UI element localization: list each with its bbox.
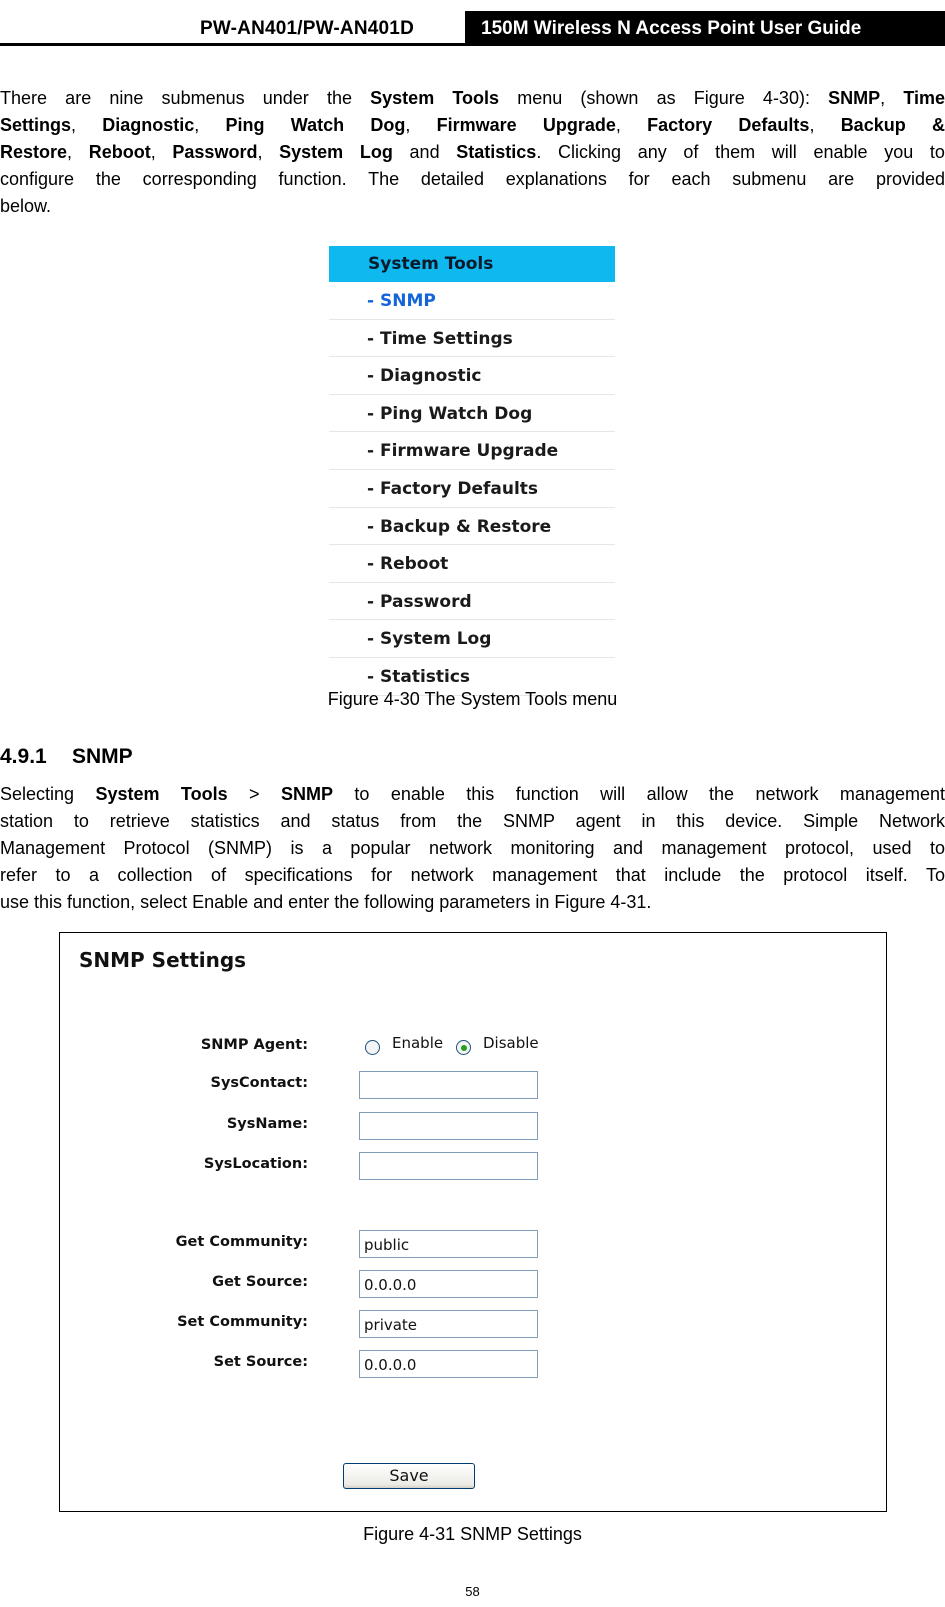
snmp-intro-text-run: Selecting xyxy=(0,784,96,804)
snmp-field-label: Set Source: xyxy=(213,1354,308,1370)
snmp-intro-text-run: use this function, select Enable and enter the following parameters in Figure 4-31. xyxy=(0,892,652,912)
intro-text-run: Diagnostic xyxy=(102,115,195,135)
intro-text-run: , xyxy=(67,142,89,162)
snmp-field-input[interactable] xyxy=(359,1071,538,1099)
menu-item[interactable]: - Password xyxy=(329,583,615,621)
snmp-field-input[interactable]: private xyxy=(359,1310,538,1338)
snmp-field-label: Get Community: xyxy=(175,1234,308,1250)
snmp-intro-paragraph xyxy=(0,781,945,916)
intro-text-run: System Tools xyxy=(370,88,500,108)
intro-text-run: , xyxy=(880,88,904,108)
section-title: SNMP xyxy=(72,745,133,768)
header-model: PW-AN401/PW-AN401D xyxy=(200,18,414,39)
intro-line xyxy=(0,112,945,139)
snmp-field-input[interactable]: 0.0.0.0 xyxy=(359,1350,538,1378)
intro-paragraph xyxy=(0,85,945,220)
intro-text-run: , xyxy=(150,142,173,162)
intro-text-run: Reboot xyxy=(88,142,151,162)
menu-item[interactable]: - System Log xyxy=(329,620,615,658)
figure-4-31-caption: Figure 4-31 SNMP Settings xyxy=(363,1524,582,1544)
intro-text-run: There are nine submenus under the xyxy=(0,88,371,108)
intro-text-run: , xyxy=(257,142,280,162)
intro-text-run: Settings xyxy=(0,115,72,135)
menu-item[interactable]: - Reboot xyxy=(329,545,615,583)
snmp-intro-line xyxy=(0,835,945,862)
save-button[interactable]: Save xyxy=(343,1463,475,1489)
snmp-agent-enable-label: Enable xyxy=(392,1034,444,1052)
snmp-intro-line xyxy=(0,808,945,835)
intro-text-run: menu (shown as Figure 4-30): xyxy=(499,88,829,108)
intro-text-run: below. xyxy=(0,196,52,216)
intro-text-run: , xyxy=(615,115,648,135)
snmp-intro-text-run: System Tools xyxy=(95,784,228,804)
intro-text-run: , xyxy=(71,115,103,135)
intro-line xyxy=(0,139,945,166)
snmp-intro-text-run: refer to a collection of specifications for network management that include the protocol itself. To xyxy=(0,865,945,885)
snmp-field-input[interactable] xyxy=(359,1112,538,1140)
snmp-settings-title: SNMP Settings xyxy=(79,948,247,972)
snmp-intro-text-run: SNMP xyxy=(280,784,333,804)
menu-item[interactable]: - Diagnostic xyxy=(329,357,615,395)
header-rule xyxy=(0,43,945,46)
system-tools-menu xyxy=(329,246,615,696)
snmp-intro-text-run: Management Protocol (SNMP) is a popular network monitoring and management protocol, used to xyxy=(0,838,945,858)
snmp-agent-enable-radio[interactable] xyxy=(365,1040,380,1055)
snmp-intro-text-run: > xyxy=(227,784,281,804)
intro-text-run: Statistics xyxy=(456,142,537,162)
menu-item[interactable]: - Factory Defaults xyxy=(329,470,615,508)
intro-text-run: Backup & xyxy=(840,115,945,135)
section-heading xyxy=(0,745,133,769)
snmp-agent-disable-radio[interactable] xyxy=(456,1040,471,1055)
intro-line xyxy=(0,85,945,112)
intro-text-run: Ping Watch Dog xyxy=(225,115,406,135)
snmp-intro-text-run: to enable this function will allow the network management xyxy=(332,784,945,804)
menu-item[interactable]: - Time Settings xyxy=(329,320,615,358)
snmp-field-label: Set Community: xyxy=(177,1314,308,1330)
snmp-agent-label: SNMP Agent: xyxy=(200,1037,308,1053)
snmp-intro-line xyxy=(0,781,945,808)
system-tools-menu-title[interactable]: System Tools xyxy=(329,246,615,282)
intro-text-run: Factory Defaults xyxy=(647,115,810,135)
intro-text-run: Password xyxy=(172,142,258,162)
intro-text-run: and xyxy=(392,142,457,162)
snmp-field-input[interactable]: public xyxy=(359,1230,538,1258)
intro-text-run: configure the corresponding function. The detailed explanations for each submenu are provided xyxy=(0,169,945,189)
menu-item[interactable]: - Statistics xyxy=(329,658,615,696)
intro-text-run: , xyxy=(405,115,437,135)
intro-line xyxy=(0,166,945,193)
page-number: 58 xyxy=(465,1584,480,1599)
intro-text-run: System Log xyxy=(279,142,393,162)
figure-4-30-caption: Figure 4-30 The System Tools menu xyxy=(327,689,618,709)
intro-text-run: , xyxy=(809,115,841,135)
snmp-settings-panel xyxy=(59,932,887,1512)
snmp-agent-disable-label: Disable xyxy=(483,1034,539,1052)
snmp-field-label: SysContact: xyxy=(210,1075,308,1091)
intro-text-run: Firmware Upgrade xyxy=(436,115,616,135)
section-number: 4.9.1 xyxy=(0,745,47,768)
snmp-intro-text-run: station to retrieve statistics and status from the SNMP agent in this device. Simple Network xyxy=(0,811,945,831)
intro-text-run: , xyxy=(194,115,226,135)
intro-text-run: SNMP xyxy=(828,88,881,108)
intro-text-run: . Clicking any of them will enable you to xyxy=(536,142,945,162)
intro-text-run: Restore xyxy=(0,142,68,162)
snmp-field-input[interactable]: 0.0.0.0 xyxy=(359,1270,538,1298)
snmp-field-input[interactable] xyxy=(359,1152,538,1180)
intro-line xyxy=(0,193,945,220)
snmp-intro-line xyxy=(0,862,945,889)
menu-item[interactable]: - SNMP xyxy=(329,282,615,320)
menu-item[interactable]: - Backup & Restore xyxy=(329,508,615,546)
snmp-intro-line xyxy=(0,889,945,916)
snmp-field-label: SysLocation: xyxy=(203,1156,308,1172)
intro-text-run: Time xyxy=(903,88,945,108)
snmp-field-label: Get Source: xyxy=(212,1274,308,1290)
header-guide-title: 150M Wireless N Access Point User Guide xyxy=(465,11,945,45)
snmp-field-label: SysName: xyxy=(226,1116,308,1132)
menu-item[interactable]: - Ping Watch Dog xyxy=(329,395,615,433)
menu-item[interactable]: - Firmware Upgrade xyxy=(329,432,615,470)
